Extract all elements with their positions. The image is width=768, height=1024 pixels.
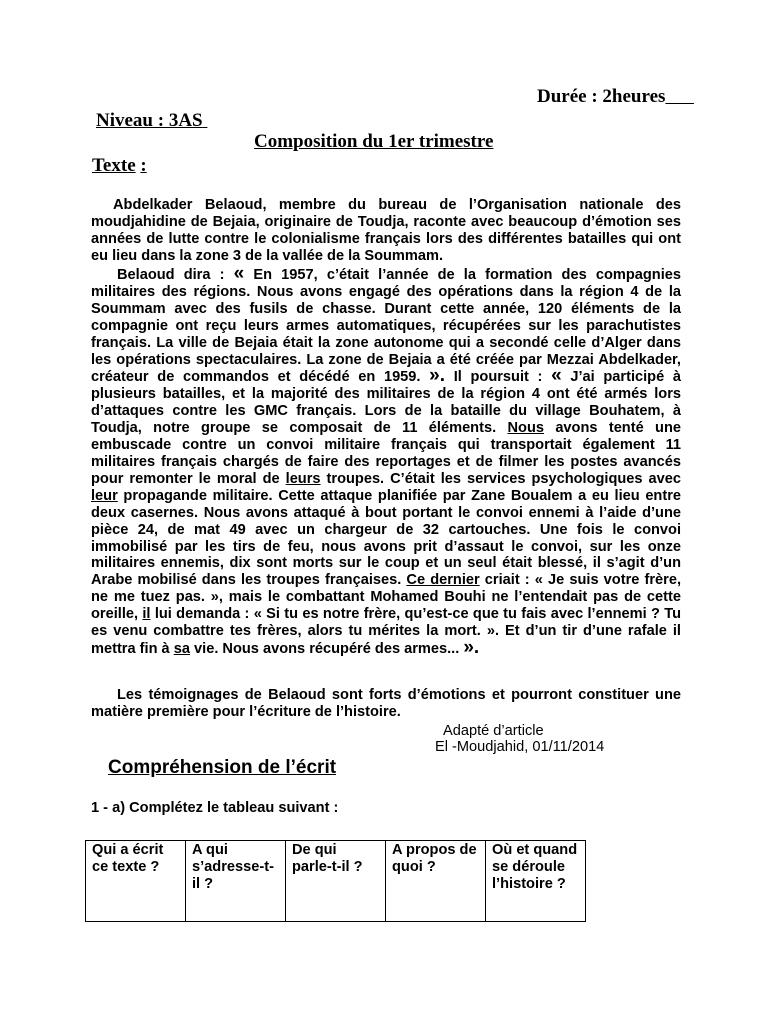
text-paragraph-3: Les témoignages de Belaoud sont forts d’émotions et pourront constituer une matière première pour l’écriture de l’histoire. — [91, 687, 681, 720]
underlined-word-il: il — [142, 606, 151, 623]
underlined-word-sa: sa — [173, 640, 190, 657]
question-1a: 1 - a) Complétez le tableau suivant : — [91, 800, 339, 816]
table-cell-ou-quand: Où et quand se déroule l’histoire ? — [486, 841, 586, 922]
duration-label: Durée : 2heures — [537, 86, 666, 107]
table-cell-qui: Qui a écrit ce texte ? — [86, 841, 186, 922]
source-line-2: El -Moudjahid, 01/11/2014 — [435, 739, 605, 755]
level-label — [96, 110, 207, 132]
text-paragraph-1: Abdelkader Belaoud, membre du bureau de l’Organisation nationale des moudjahidine de Bejaia, originaire de Toudja, raconte avec beaucoup d’émotion ses années de lutte contre le colonialisme français lors des différentes batailles qui ont eu lieu dans la zone 3 de la vallée de la Soummam. — [91, 197, 681, 264]
texte-heading: Texte : — [92, 155, 147, 176]
level-text: Niveau : 3AS — [96, 110, 203, 131]
composition-title: Composition du 1er trimestre — [254, 131, 494, 152]
underlined-word-ce-dernier: Ce dernier — [406, 572, 480, 589]
table-cell-a-qui: A qui s’adresse-t-il ? — [186, 841, 286, 922]
section-title: Compréhension de l’écrit — [108, 757, 337, 778]
table-cell-de-qui: De qui parle-t-il ? — [286, 841, 386, 922]
underlined-word-leurs: leurs — [285, 470, 321, 487]
table-row — [86, 841, 586, 922]
table-cell-a-propos: A propos de quoi ? — [386, 841, 486, 922]
underlined-word-leur: leur — [91, 487, 118, 504]
source-line-1: Adapté d’article — [443, 723, 544, 739]
underlined-word-nous: Nous — [507, 420, 544, 437]
text-paragraph-2: Belaoud dira : « En 1957, c’était l’année de la formation des compagnies militaires des régions. Nous avons engagé des opérations dans la région 4 de la Soummam avec des fusils de chasse. Durant cette année, 120 éléments de la compagnie ont reçu leurs armes automatiques, récupérées sur les parachutistes français. La ville de Bejaia était la zone autonome qui a secondé celle d’Alger dans les opérations spectaculaires. La zone de Bejaia a été créée par Mezzai Abdelkader, créateur de commandos et décédé en 1959. ». Il poursuit : « J’ai participé à plusieurs batailles, et la majorité des militaires de la région 4 ont été armés lors d’attaques contre les GMC français. Lors de la bataille du village Bouhatem, à Toudja, notre groupe se composait de 11 éléments. Nous avons tenté une embuscade contre un convoi militaire français qui transportait également 11 militaires français chargés de faire des reportages et de filmer les postes avancés pour remonter le moral de leurs troupes. C’était les services psychologiques avec leur propagande militaire. Cette attaque planifiée par Zane Boualem a eu lieu entre deux casernes. Nous avons attaqué à bout portant le convoi ennemi à l’aide d’une pièce 24, de mat 49 avec un chargeur de 32 cartouches. Une fois le convoi immobilisé par les tirs de feu, nous avons prit d’assaut le convoi, sur les onze militaires ennemis, dix sont morts sur le coup et un seul était blessé, il s’agit d’un Arabe mobilisé dans les troupes françaises. Ce dernier criait : « Je suis votre frère, ne me tuez pas. », mais le combattant Mohamed Bouhi ne l’entendait pas de cette oreille, il lui demanda : « Si tu es notre frère, qu’est-ce que tu fais avec l’ennemi ? Tu es venu combattre tes frères, alors tu mérites la mort. ». Et d’un tir d’une rafale il mettra fin à sa vie. Nous avons récupéré des armes... ». — [91, 263, 681, 658]
answer-table — [85, 840, 586, 922]
